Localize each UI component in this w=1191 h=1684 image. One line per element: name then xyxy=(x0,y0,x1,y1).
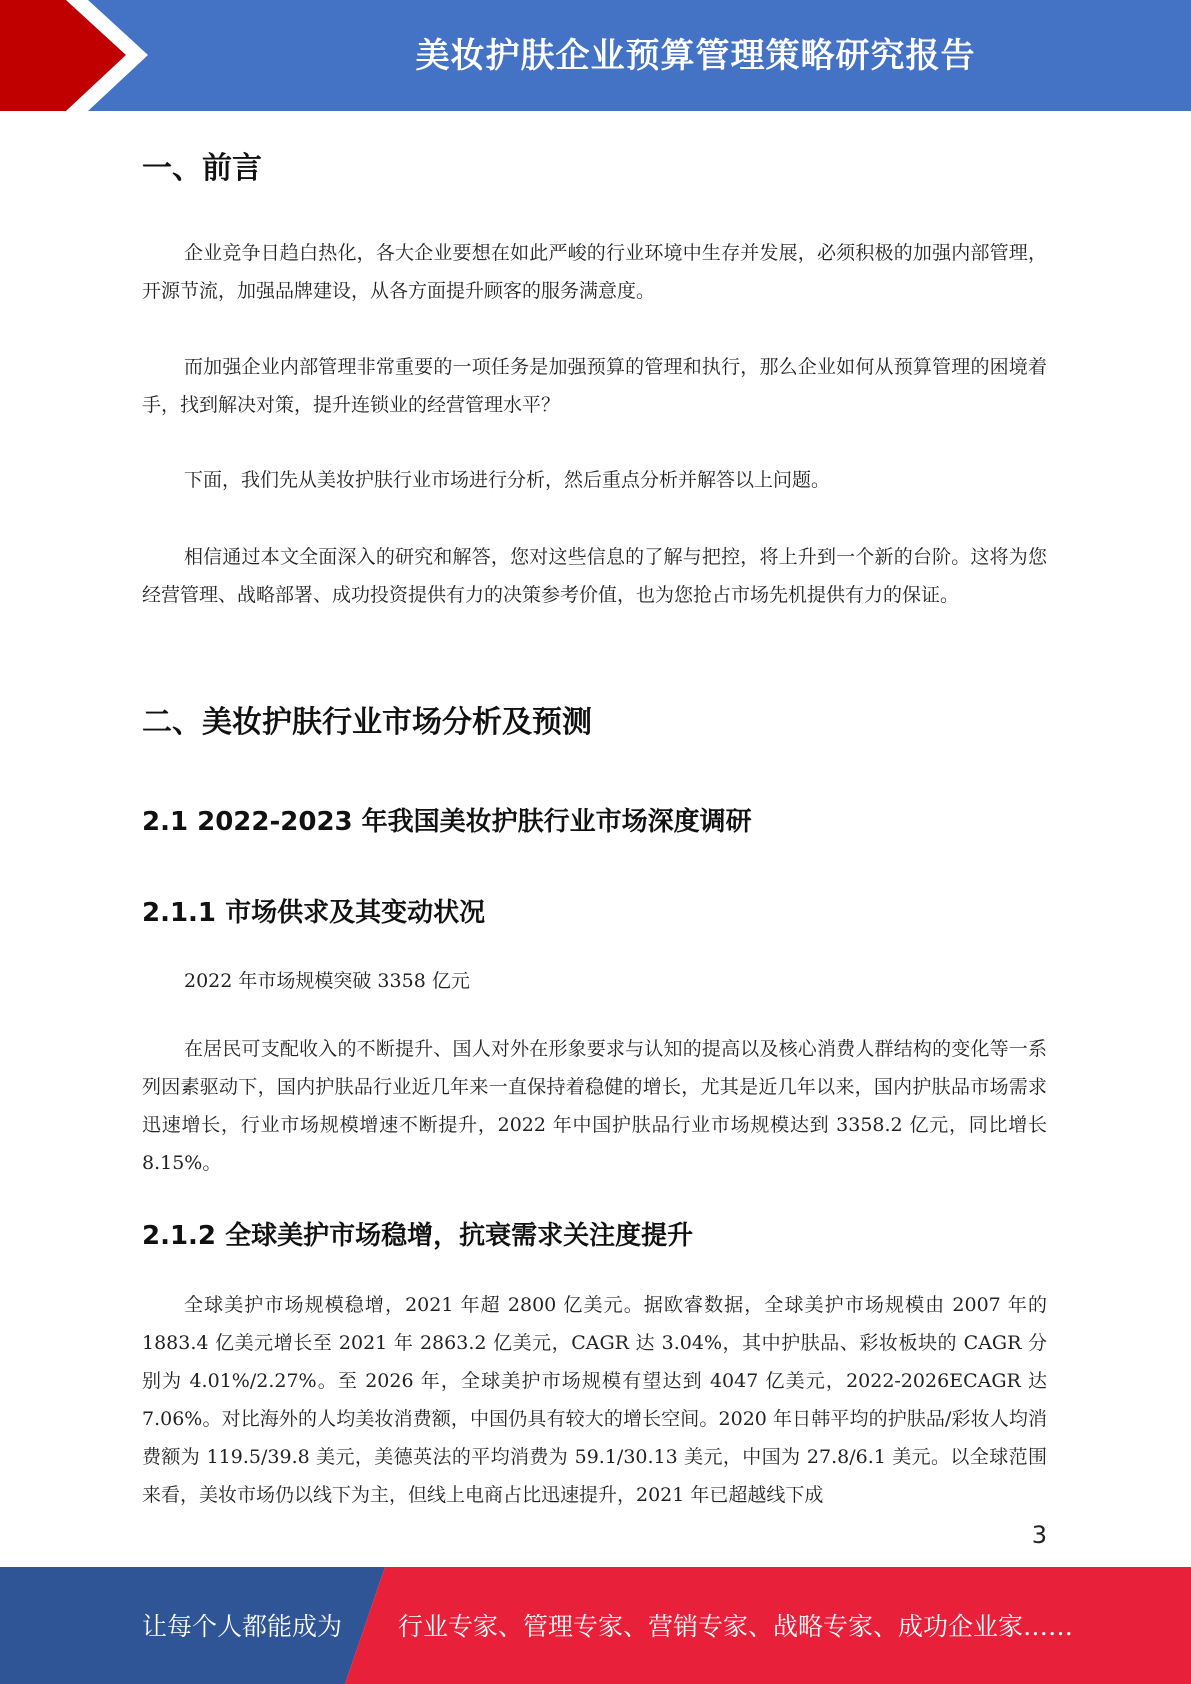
global-market-paragraph: 全球美护市场规模稳增，2021 年超 2800 亿美元。据欧睿数据，全球美护市场规模由 2007 年的 1883.4 亿美元增长至 2021 年 2863.2 亿美元，CAGR 达 3.04%，其中护肤品、彩妆板块的 CAGR 分别为 4.01%/2.27%。至 2026 年，全球美护市场规模有望达到 4047 亿美元，2022-2026ECAGR 达 7.06%。对比海外的人均美妆消费额，中国仍具有较大的增长空间。2020 年日韩平均的护肤品/彩妆人均消费额为 119.5/39.8 美元，美德英法的平均消费为 59.1/30.13 美元，中国为 27.8/6.1 美元。以全球范围来看，美妆市场仍以线下为主，但线上电商占比迅速提升，2021 年已超越线下成 xyxy=(142,1294,1047,1506)
market-size-paragraph: 2022 年市场规模突破 3358 亿元 xyxy=(184,970,470,992)
section-heading-market-analysis: 二、美妆护肤行业市场分析及预测 xyxy=(142,705,592,740)
supply-demand-paragraph: 在居民可支配收入的不断提升、国人对外在形象要求与认知的提高以及核心消费人群结构的变化等一系列因素驱动下，国内护肤品行业近几年来一直保持着稳健的增长，尤其是近几年以来，国内护肤品市场需求迅速增长，行业市场规模增速不断提升，2022 年中国护肤品行业市场规模达到 3358.2 亿元，同比增长 8.15%。 xyxy=(142,1038,1047,1174)
footer-slogan-left: 让每个人都能成为 xyxy=(142,1612,343,1641)
preface-paragraph-4: 相信通过本文全面深入的研究和解答，您对这些信息的了解与把控，将上升到一个新的台阶。这将为您经营管理、战略部署、成功投资提供有力的决策参考价值，也为您抢占市场先机提供有力的保证。 xyxy=(142,546,1047,606)
subsection-heading-2-1-1: 2.1.1 市场供求及其变动状况 xyxy=(142,898,486,928)
preface-paragraph-2: 而加强企业内部管理非常重要的一项任务是加强预算的管理和执行，那么企业如何从预算管理的困境着手，找到解决对策，提升连锁业的经营管理水平？ xyxy=(142,356,1047,416)
page-number: 3 xyxy=(1031,1521,1047,1549)
preface-paragraph-1: 企业竞争日趋白热化，各大企业要想在如此严峻的行业环境中生存并发展，必须积极的加强内部管理，开源节流，加强品牌建设，从各方面提升顾客的服务满意度。 xyxy=(142,242,1047,302)
footer-slogan-right: 行业专家、管理专家、营销专家、战略专家、成功企业家…… xyxy=(398,1612,1074,1641)
section-heading-preface: 一、前言 xyxy=(142,151,262,186)
subsection-heading-2-1: 2.1 2022-2023 年我国美妆护肤行业市场深度调研 xyxy=(142,807,752,837)
report-title: 美妆护肤企业预算管理策略研究报告 xyxy=(415,36,976,76)
header-band xyxy=(0,0,1191,111)
subsection-heading-2-1-2: 2.1.2 全球美护市场稳增，抗衰需求关注度提升 xyxy=(142,1221,694,1251)
footer-band xyxy=(0,1567,1191,1684)
header-arrow-decoration xyxy=(0,0,160,111)
preface-paragraph-3: 下面，我们先从美妆护肤行业市场进行分析，然后重点分析并解答以上问题。 xyxy=(184,469,831,491)
